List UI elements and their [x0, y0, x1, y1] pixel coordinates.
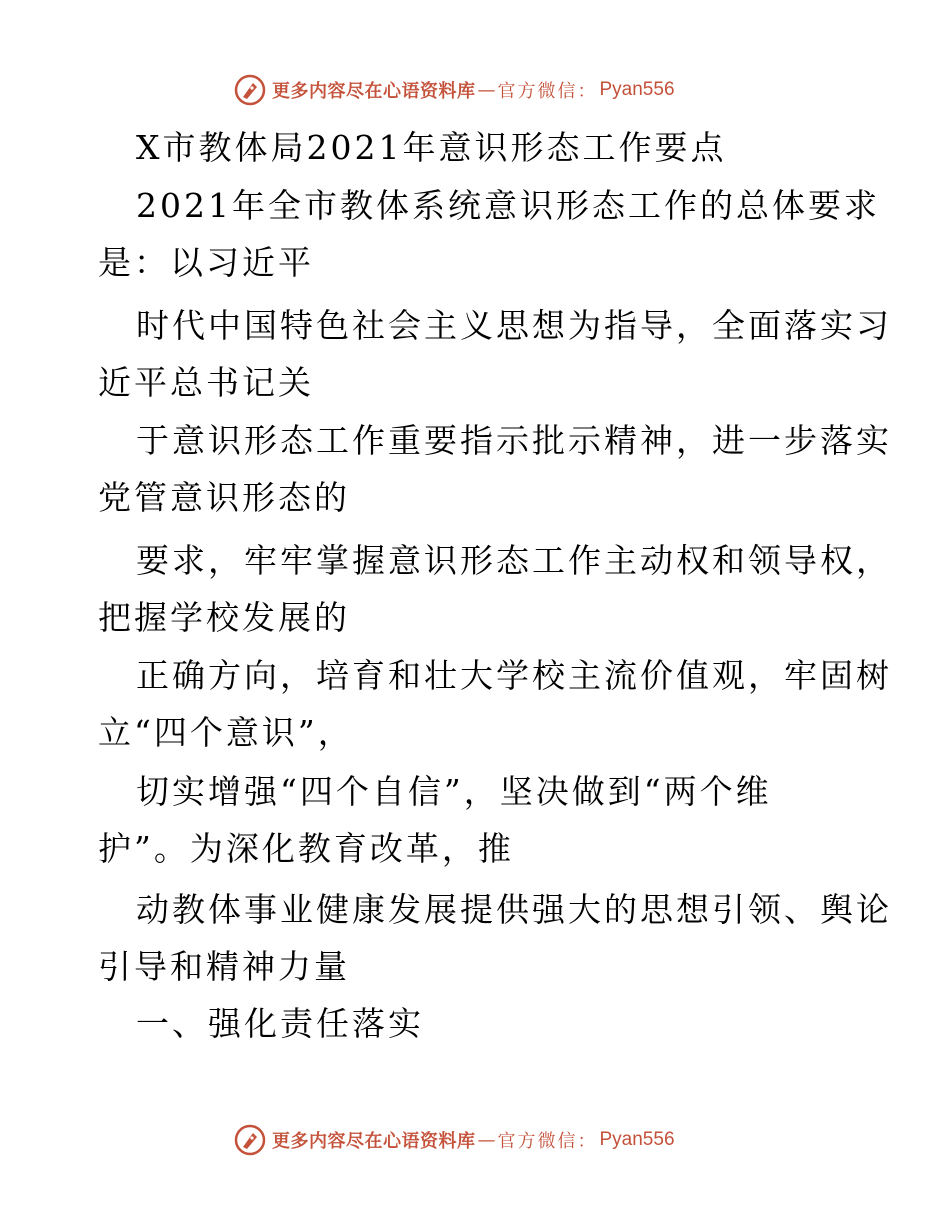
body-line: 近平总书记关: [98, 363, 314, 402]
watermark-dash: —: [477, 1129, 496, 1151]
watermark-wechat-label: 官方微信：: [497, 1131, 598, 1152]
section-heading: 一、强化责任落实: [136, 1004, 424, 1043]
body-line: 时代中国特色社会主义思想为指导，全面落实习: [136, 306, 892, 345]
body-line: 把握学校发展的: [98, 598, 350, 637]
body-line: 动教体事业健康发展提供强大的思想引领、舆论: [136, 890, 892, 929]
body-line: 党管意识形态的: [98, 478, 350, 517]
watermark-dash: —: [477, 79, 496, 101]
footer-watermark: [234, 1122, 675, 1158]
body-line: 引导和精神力量: [98, 947, 350, 986]
document-title: X市教体局2021年意识形态工作要点: [136, 128, 727, 167]
watermark-wechat-id: Pyan556: [599, 1129, 675, 1150]
watermark-main-text: 更多内容尽在心语资料库: [272, 81, 476, 102]
body-line: 要求，牢牢掌握意识形态工作主动权和领导权，: [136, 541, 892, 580]
body-line: 是：以习近平: [98, 243, 314, 282]
body-line: 护”。为深化教育改革，推: [98, 829, 514, 868]
pen-nib-logo-icon: [234, 74, 266, 106]
body-line: 立“四个意识”，: [98, 713, 354, 752]
watermark-wechat-id: Pyan556: [599, 79, 675, 100]
body-line: 于意识形态工作重要指示批示精神，进一步落实: [136, 421, 892, 460]
body-line: 正确方向，培育和壮大学校主流价值观，牢固树: [136, 656, 892, 695]
body-line: 2021年全市教体系统意识形态工作的总体要求: [136, 186, 880, 225]
body-line: 切实增强“四个自信”，坚决做到“两个维: [136, 772, 772, 811]
header-watermark: [234, 72, 675, 108]
watermark-wechat-label: 官方微信：: [497, 81, 598, 102]
watermark-main-text: 更多内容尽在心语资料库: [272, 1131, 476, 1152]
pen-nib-logo-icon: [234, 1124, 266, 1156]
